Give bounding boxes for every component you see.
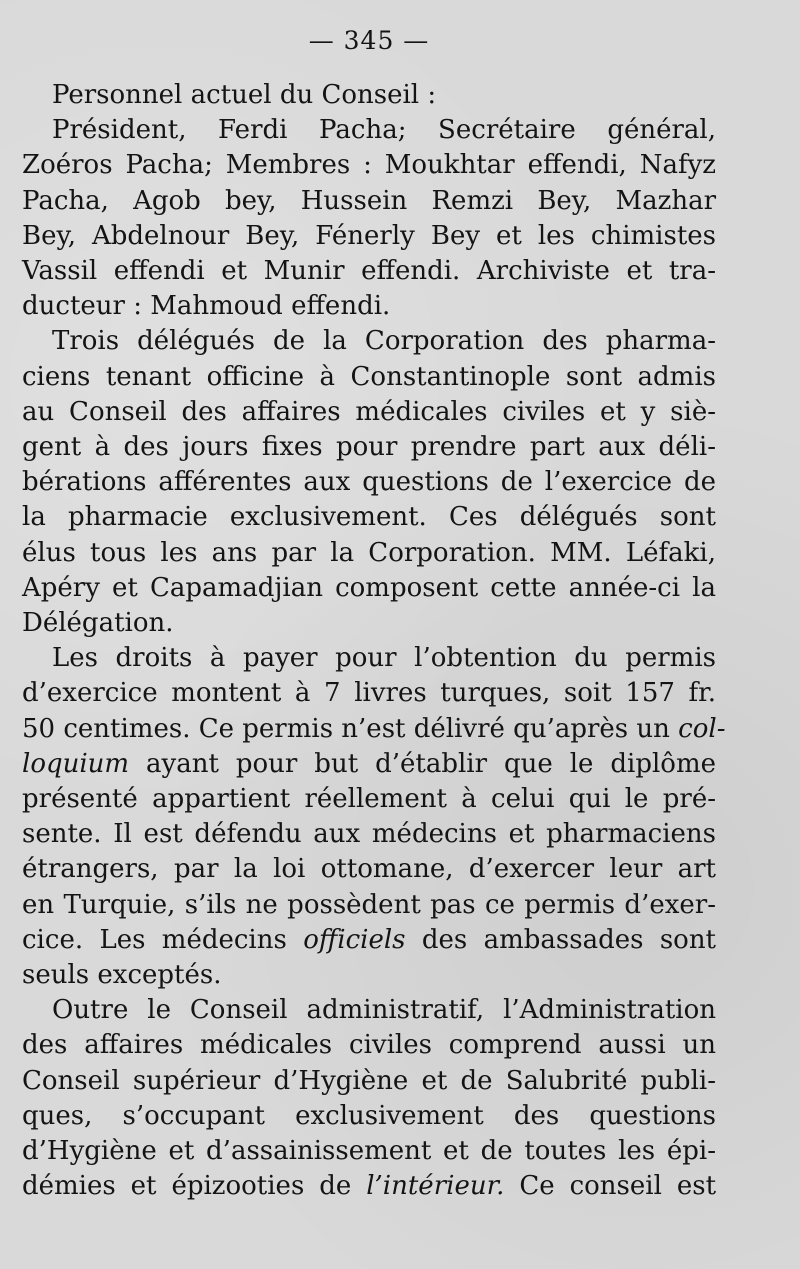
text-line: gent à des jours fixes pour prendre part aux déli- (22, 432, 716, 463)
text-line: ques, s’occupant exclusivement des questions (22, 1100, 716, 1131)
page-number: — 345 — (308, 26, 430, 55)
text-line: loquium ayant pour but d’établir que le diplôme (22, 748, 717, 779)
text-line: en Turquie, s’ils ne possèdent pas ce permis d’exer- (22, 889, 716, 920)
text-line: des affaires médicales civiles comprend aussi un (22, 1030, 716, 1061)
italic-term: loquium (22, 748, 130, 779)
text-line: ducteur : Mahmoud effendi. (22, 291, 391, 322)
italic-term: officiels (303, 924, 406, 955)
text-line: Les droits à payer pour l’obtention du permis (52, 643, 716, 674)
text-line: cice. Les médecins officiels des ambassades sont (22, 924, 717, 955)
text-line: démies et épizooties de l’intérieur. Ce conseil est (22, 1171, 717, 1202)
text-line: Outre le Conseil administratif, l’Administration (52, 995, 716, 1026)
text-line: 50 centimes. Ce permis n’est délivré qu’après un col- (22, 713, 726, 744)
text-line: sente. Il est défendu aux médecins et pharmaciens (22, 819, 716, 850)
paragraph-5 (22, 993, 716, 1204)
text-line: d’exercice montent à 7 livres turques, soit 157 fr. (22, 678, 716, 709)
text-line: la pharmacie exclusivement. Ces délégués sont (22, 502, 716, 533)
text-line: Délégation. (22, 608, 174, 639)
text-line: Président, Ferdi Pacha; Secrétaire général, (52, 115, 716, 146)
text-line: Apéry et Capamadjian composent cette année-ci la (22, 572, 716, 603)
italic-term: l’intérieur. (366, 1171, 505, 1202)
text-line: Bey, Abdelnour Bey, Fénerly Bey et les chimistes (22, 220, 716, 251)
text-line: étrangers, par la loi ottomane, d’exercer leur art (22, 854, 716, 885)
paragraph-4 (22, 641, 726, 993)
text-line: Personnel actuel du Conseil : (52, 80, 437, 110)
text-line: présenté appartient réellement à celui qui le pré- (22, 784, 716, 815)
text-line: au Conseil des affaires médicales civiles et y siè- (22, 396, 716, 427)
text-line: Vassil effendi et Munir effendi. Archiviste et tra- (22, 256, 716, 287)
text-line: seuls exceptés. (22, 960, 222, 991)
text-line: Trois délégués de la Corporation des pharma- (52, 326, 716, 357)
text-line: bérations afférentes aux questions de l’exercice de (22, 467, 716, 498)
text-line: Conseil supérieur d’Hygiène et de Salubrité publi- (22, 1065, 716, 1096)
italic-term: col- (678, 713, 726, 744)
text-line: Zoéros Pacha; Membres : Moukhtar effendi, Nafyz (22, 150, 716, 181)
paragraph-1 (22, 78, 716, 113)
text-line: élus tous les ans par la Corporation. MM. Léfaki, (22, 537, 716, 568)
text-line: d’Hygiène et d’assainissement et de toutes les épi- (22, 1136, 716, 1167)
text-line: ciens tenant officine à Constantinople sont admis (22, 361, 716, 392)
paragraph-2 (22, 113, 716, 324)
text-line: Pacha, Agob bey, Hussein Remzi Bey, Mazhar (22, 185, 716, 216)
paragraph-3 (22, 324, 716, 641)
